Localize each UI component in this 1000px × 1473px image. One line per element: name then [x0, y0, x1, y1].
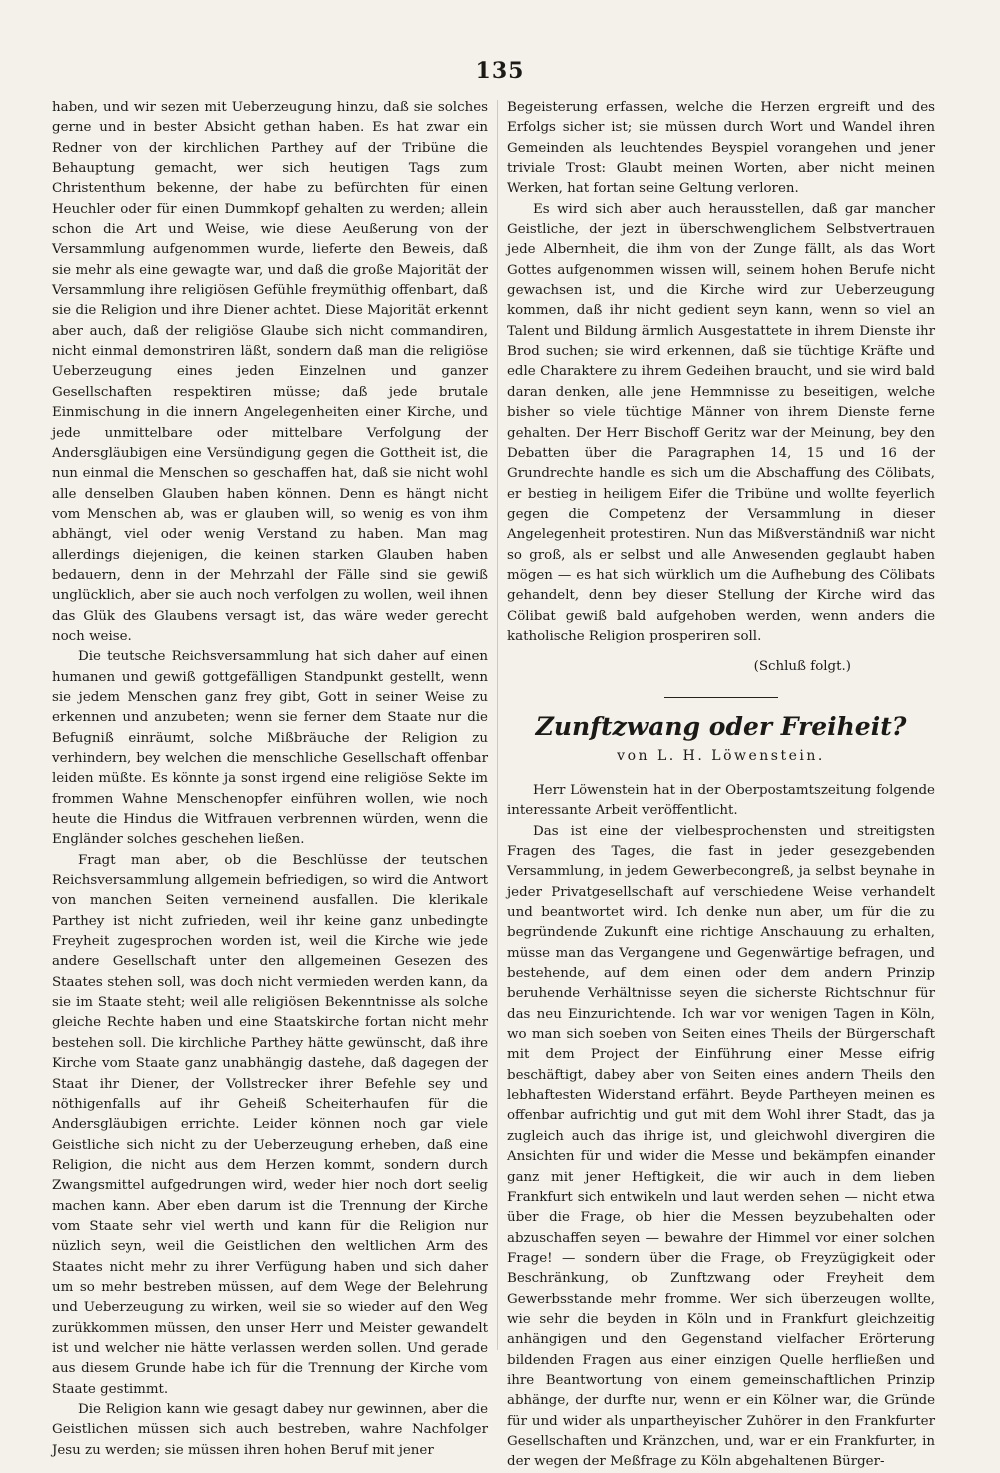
right-column: [507, 98, 935, 1473]
article-divider: [664, 697, 778, 698]
article-byline: von L. H. Löwenstein.: [617, 747, 825, 764]
page-number: 135: [475, 58, 525, 84]
paragraph: haben, und wir sezen mit Ueberzeugung hinzu, daß sie solches gerne und in bester Absicht gethan haben. Es hat zwar ein Redner von der kirchlichen Parthey auf der Tribüne die Behauptung gemacht, wer sich heutigen Tags zum Christenthum bekenne, der habe zu befürchten für einen Heuchler oder für einen Dummkopf gehalten zu werden; allein schon die Art und Weise, wie diese Aeußerung von der Versammlung aufgenommen wurde, lieferte den Beweis, daß sie mehr als eine gewagte war, und daß die große Majorität der Versammlung ihre religiösen Gefühle freymüthig offenbart, daß sie die Religion und ihre Diener achtet. Diese Majorität erkennt aber auch, daß der religiöse Glaube sich nicht commandiren, nicht einmal demonstriren läßt, sondern daß man die religiöse Ueberzeugung eines jeden Einzelnen und ganzer Gesellschaften respektiren müsse; daß jede brutale Einmischung in die innern Angelegenheiten einer Kirche, und jede unmittelbare oder mittelbare Verfolgung der Andersgläubigen eine Versündigung gegen die Gottheit ist, die nun einmal die Menschen so geschaffen hat, daß sie nicht wohl alle denselben Glauben haben können. Denn es hängt nicht vom Menschen ab, was er glauben will, so wenig es von ihm abhängt, viel oder wenig Verstand zu haben. Man mag allerdings diejenigen, die keinen starken Glauben haben bedauern, denn in der Mehrzahl der Fälle sind sie gewiß unglücklich, aber sie auch noch verfolgen zu wollen, weil ihnen das Glük des Glaubens versagt ist, das wäre weder gerecht noch weise.: [52, 100, 488, 644]
column-divider: [497, 100, 498, 1350]
paragraph: Das ist eine der vielbesprochensten und streitigsten Fragen des Tages, die fast in jeder gesezgebenden Versammlung, in jedem Gewerbecongreß, ja selbst beynahe in jeder Privatgesellschaft auf verschiedene Weise verhandelt und beantwortet wird. Ich denke nun aber, um für die zu begründende Zukunft eine richtige Anschauung zu erhalten, müsse man das Vergangene und Gegenwärtige befragen, und bestehende, auf dem einen oder dem andern Prinzip beruhende Verhältnisse seyen die sicherste Richtschnur für das neu Einzurichtende. Ich war vor wenigen Tagen in Köln, wo man sich soeben von Seiten eines Theils der Bürgerschaft mit dem Project der Einführung einer Messe eifrig beschäftigt, dabey aber von Seiten eines andern Theils den lebhaftesten Widerstand erfährt. Beyde Partheyen meinen es offenbar aufrichtig und gut mit dem Wohl ihrer Stadt, das ja zugleich auch das ihrige ist, und gleichwohl divergiren die Ansichten für und wider die Messe und bekämpfen einander ganz mit jener Heftigkeit, die wir auch in dem lieben Frankfurt sich entwikeln und laut werden sehen — nicht etwa über die Frage, ob hier die Messen beyzubehalten oder abzuschaffen seyen — bewahre der Himmel vor einer solchen Frage! — sondern über die Frage, ob Freyzügigkeit oder Beschränkung, ob Zunftzwang oder Freyheit dem Gewerbsstande mehr fromme. Wer sich überzeugen wollte, wie sehr die beyden in Köln und in Frankfurt gleichzeitig anhängigen und den Gegenstand vielfacher Erörterung bildenden Fragen aus einer einzigen Quelle herfließen und ihre Beantwortung von einem gemeinschaftlichen Prinzip abhänge, der durfte nur, wenn er ein Kölner war, die Gründe für und wider als unpartheyischer Zuhörer in den Frankfurter Gesellschaften und Kränzchen, und, war er ein Frankfurter, in der wegen der Meßfrage zu Köln abgehaltenen Bürger-: [507, 823, 935, 1470]
paragraph: Begeisterung erfassen, welche die Herzen ergreift und des Erfolgs sicher ist; sie müssen durch Wort und Wandel ihren Gemeinden als leuchtendes Beyspiel vorangehen und jener triviale Trost: Glaubt meinen Worten, aber nicht meinen Werken, hat fortan seine Geltung verloren.: [507, 100, 935, 197]
article-title: Zunftzwang oder Freiheit?: [535, 711, 907, 741]
paragraph: Fragt man aber, ob die Beschlüsse der teutschen Reichsversammlung allgemein befriedigen, so wird die Antwort von manchen Seiten verneinend ausfallen. Die klerikale Parthey ist nicht zufrieden, weil ihr keine ganz unbedingte Freyheit zugesprochen worden ist, weil die Kirche wie jede andere Gesellschaft unter den allgemeinen Gesezen des Staates stehen soll, was doch nicht vermieden werden kann, da sie im Staate steht; weil alle religiösen Bekenntnisse als solche gleiche Rechte haben und eine Staatskirche fortan nicht mehr bestehen soll. Die kirchliche Parthey hätte gewünscht, daß ihre Kirche vom Staate ganz unabhängig dastehe, daß dagegen der Staat ihr Diener, der Vollstrecker ihrer Befehle sey und nöthigenfalls auf ihr Geheiß Scheiterhaufen für die Andersgläubigen errichte. Leider können noch gar viele Geistliche sich nicht zu der Ueberzeugung erheben, daß eine Religion, die nicht aus dem Herzen kommt, sondern durch Zwangsmittel aufgedrungen wird, weder hier noch dort seelig machen kann. Aber eben darum ist die Trennung der Kirche vom Staate sehr viel werth und kann für die Religion nur nüzlich seyn, weil die Geistlichen den weltlichen Arm des Staates nicht mehr zu ihrer Verfügung haben und sich daher um so mehr bestreben müssen, auf dem Wege der Belehrung und Ueberzeugung zu wirken, weil sie so wieder auf den Weg zurükkommen müssen, den unser Herr und Meister gewandelt ist und welcher nie hätte verlassen werden sollen. Und gerade aus diesem Grunde habe ich für die Trennung der Kirche vom Staate gestimmt.: [52, 852, 488, 1397]
paragraph: Herr Löwenstein hat in der Oberpostamtszeitung folgende interessante Arbeit veröffentlicht.: [507, 782, 935, 819]
paragraph: Die Religion kann wie gesagt dabey nur gewinnen, aber die Geistlichen müssen sich auch bestreben, wahre Nachfolger Jesu zu werden; sie müssen ihren hohen Beruf mit jener: [52, 1402, 488, 1458]
paragraph: Es wird sich aber auch herausstellen, daß gar mancher Geistliche, der jezt in überschwenglichem Selbstvertrauen jede Albernheit, die ihm von der Zunge fällt, als das Wort Gottes aufgenommen wissen will, seinem hohen Berufe nicht gewachsen ist, und die Kirche wird zur Ueberzeugung kommen, daß ihr nicht gedient seyn kann, wenn so viel an Talent und Bildung ärmlich Ausgestattete in ihrem Dienste ihr Brod suchen; sie wird erkennen, daß sie tüchtige Kräfte und edle Charaktere zu ihrem Gedeihen braucht, und sie wird bald daran denken, alle jene Hemmnisse zu beseitigen, welche bisher so viele tüchtige Männer von ihrem Dienste ferne gehalten. Der Herr Bischoff Geritz war der Meinung, bey den Debatten über die Paragraphen 14, 15 und 16 der Grundrechte handle es sich um die Abschaffung des Cölibats, er bestieg in heiligem Eifer die Tribüne und wollte feyerlich gegen die Competenz der Versammlung in dieser Angelegenheit protestiren. Nun das Mißverständniß war nicht so groß, als er selbst und alle Anwesenden geglaubt haben mögen — es hat sich würklich um die Aufhebung des Cölibats gehandelt, denn bey dieser Stellung der Kirche wird das Cölibat gewiß bald aufgehoben werden, wenn anders die katholische Religion prosperiren soll.: [507, 201, 935, 644]
paragraph: Die teutsche Reichsversammlung hat sich daher auf einen humanen und gewiß gottgefälligen Standpunkt gestellt, wenn sie jedem Menschen ganz frey gibt, Gott in seiner Weise zu erkennen und anzubeten; wenn sie ferner dem Staate nur die Befugniß einräumt, solche Mißbräuche der Religion zu verhindern, bey welchen die menschliche Gesellschaft offenbar leiden müßte. Es könnte ja sonst irgend eine religiöse Sekte im frommen Wahne Menschenopfer einführen wollen, wie noch heute die Hindus die Witfrauen verbrennen würden, wenn die Engländer solches geschehen ließen.: [52, 649, 488, 848]
to-be-continued-note: (Schluß folgt.): [753, 659, 851, 675]
left-column: [52, 98, 488, 1461]
